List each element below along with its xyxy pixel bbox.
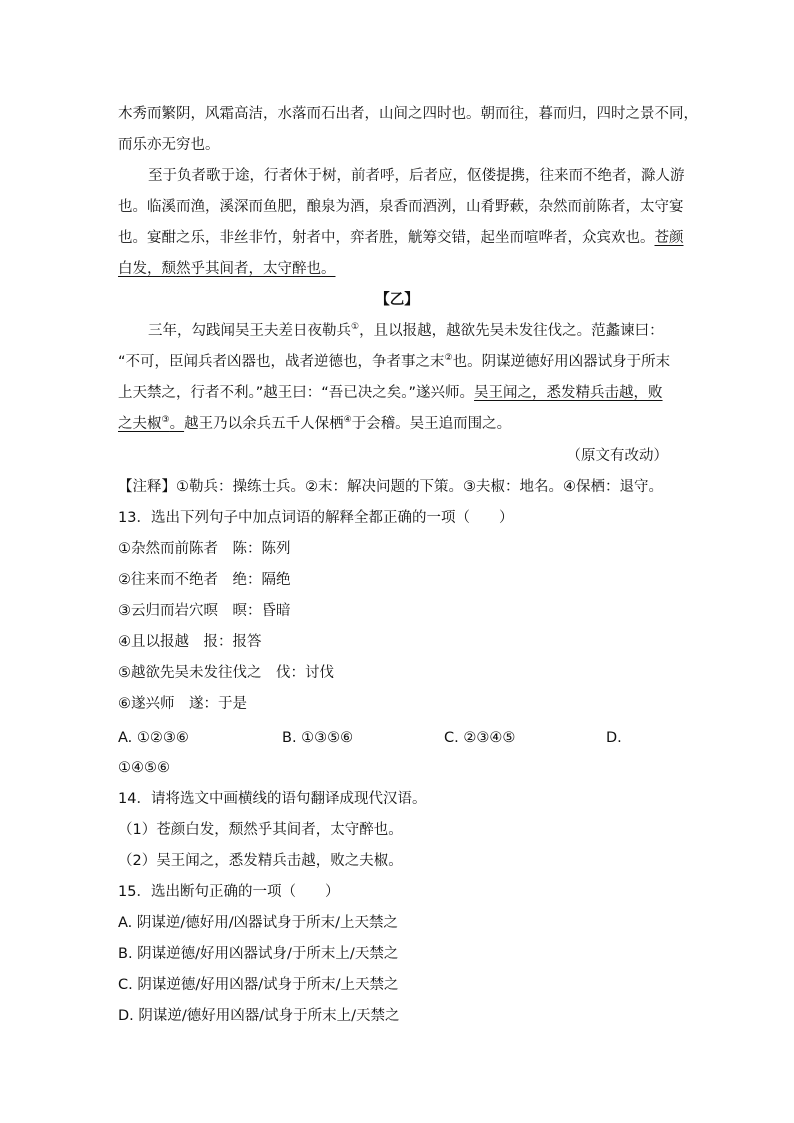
text: 越王乃以余兵五千人保栖 bbox=[184, 416, 344, 432]
text: “不可，臣闻兵者凶器也，战者逆德也，争者事之末 bbox=[118, 354, 445, 370]
passage-b-line bbox=[118, 414, 511, 434]
q13-item: ⑤越欲先吴未发往伐之 伐：讨伐 bbox=[118, 665, 334, 681]
q15-option-b: B. 阴谋逆德/好用凶器试身/于所末上/天禁之 bbox=[118, 946, 399, 962]
q15-option-a: A. 阴谋逆/德好用/凶器试身于所末/上天禁之 bbox=[118, 915, 399, 931]
text: 。 bbox=[169, 416, 185, 432]
underlined-sentence: 苍颜 bbox=[654, 230, 684, 246]
passage-b-heading: 【乙】 bbox=[375, 292, 419, 308]
q14-sentence-2: （2）吴王闻之，悉发精兵击越，败之夫椒。 bbox=[118, 853, 403, 869]
q13-item: ①杂然而前陈者 陈：陈列 bbox=[118, 541, 291, 557]
text: 上天禁之，行者不利。”越王曰：“吾已决之矣。”遂兴师。 bbox=[118, 385, 475, 401]
footnote-mark: ④ bbox=[343, 415, 352, 426]
annotations: 【注释】①勒兵：操练士兵。②末：解决问题的下策。③夫椒：地名。④保栖：退守。 bbox=[118, 479, 663, 495]
passage-b-line bbox=[118, 352, 670, 372]
q14-sentence-1: （1）苍颜白发，颓然乎其间者，太守醉也。 bbox=[118, 822, 403, 838]
passage-b-line bbox=[118, 383, 663, 403]
text: 三年，勾践闻吴王夫差日夜勒兵 bbox=[148, 323, 351, 339]
question-13-stem: 13．选出下列句子中加点词语的解释全都正确的一项（ ） bbox=[118, 510, 514, 526]
q13-item: ③云归而岩穴暝 暝：昏暗 bbox=[118, 603, 291, 619]
passage-a-line: 至于负者歌于途，行者休于树，前者呼，后者应，伛偻提携，往来而不绝者，滁人游 bbox=[148, 168, 685, 184]
q13-option-a: A. ①②③⑥ bbox=[118, 730, 189, 746]
q13-item: ②往来而不绝者 绝：隔绝 bbox=[118, 572, 291, 588]
q15-option-c: C. 阴谋逆德/好用凶器/试身于所末/上天禁之 bbox=[118, 977, 399, 993]
plain-text: 也。宴酣之乐，非丝非竹，射者中，弈者胜，觥筹交错，起坐而喧哗者，众宾欢也。 bbox=[118, 230, 655, 246]
q13-item: ⑥遂兴师 遂：于是 bbox=[118, 696, 247, 712]
passage-a-line bbox=[118, 228, 684, 248]
question-14-stem: 14．请将选文中画横线的语句翻译成现代汉语。 bbox=[118, 791, 427, 807]
passage-b-line bbox=[148, 321, 664, 341]
text: ，且以报越，越欲先吴未发往伐之。范蠡谏曰： bbox=[359, 323, 664, 339]
text: 之夫椒 bbox=[118, 416, 162, 432]
footnote-mark: ② bbox=[444, 353, 453, 364]
underlined-sentence bbox=[118, 416, 184, 432]
q13-option-d-content: ①④⑤⑥ bbox=[118, 760, 170, 776]
question-15-stem: 15．选出断句正确的一项（ ） bbox=[118, 884, 340, 900]
underlined-sentence: 吴王闻之，悉发精兵击越，败 bbox=[474, 385, 663, 401]
passage-a-line: 而乐亦无穷也。 bbox=[118, 137, 220, 153]
footnote-mark: ① bbox=[351, 322, 360, 333]
q13-option-d: D. bbox=[606, 730, 622, 746]
q15-option-d: D. 阴谋逆/德好用凶器/试身于所末上/天禁之 bbox=[118, 1008, 400, 1024]
q13-item: ④且以报越 报：报答 bbox=[118, 634, 262, 650]
q13-option-c: C. ②③④⑤ bbox=[444, 730, 516, 746]
passage-a-line: 也。临溪而渔，溪深而鱼肥，酿泉为酒，泉香而酒洌，山肴野蔌，杂然而前陈者，太守宴 bbox=[118, 199, 684, 215]
q13-option-b: B. ①③⑤⑥ bbox=[282, 730, 354, 746]
text: 于会稽。吴王追而围之。 bbox=[351, 416, 512, 432]
passage-a-line: 木秀而繁阴，风霜高洁，水落而石出者，山间之四时也。朝而往，暮而归，四时之景不同， bbox=[118, 106, 698, 122]
underlined-sentence: 白发，颓然乎其间者，太守醉也。 bbox=[118, 261, 336, 277]
passage-a-line bbox=[118, 259, 336, 279]
footnote-mark: ③ bbox=[161, 415, 170, 426]
source-note: （原文有改动） bbox=[566, 448, 668, 464]
text: 也。阴谋逆德好用凶器试身于所末 bbox=[452, 354, 671, 370]
